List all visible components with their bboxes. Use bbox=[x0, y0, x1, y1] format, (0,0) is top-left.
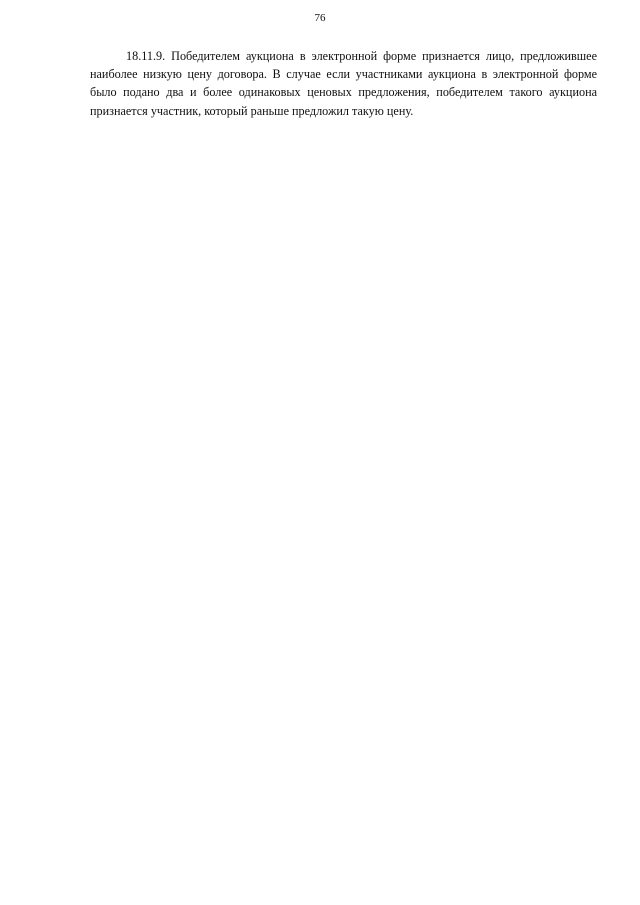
page-number: 76 bbox=[314, 12, 326, 24]
paragraph-18-11-9: 18.11.9. Победителем аукциона в электронной форме признается лицо, предложившее наиболее низкую цену договора. В случае если участниками аукциона в электронной форме было подано два и более одинаковых ценовых предложения, победителем такого аукциона признается участник, который раньше предложил такую цену. bbox=[90, 49, 597, 118]
page-body bbox=[90, 47, 597, 120]
